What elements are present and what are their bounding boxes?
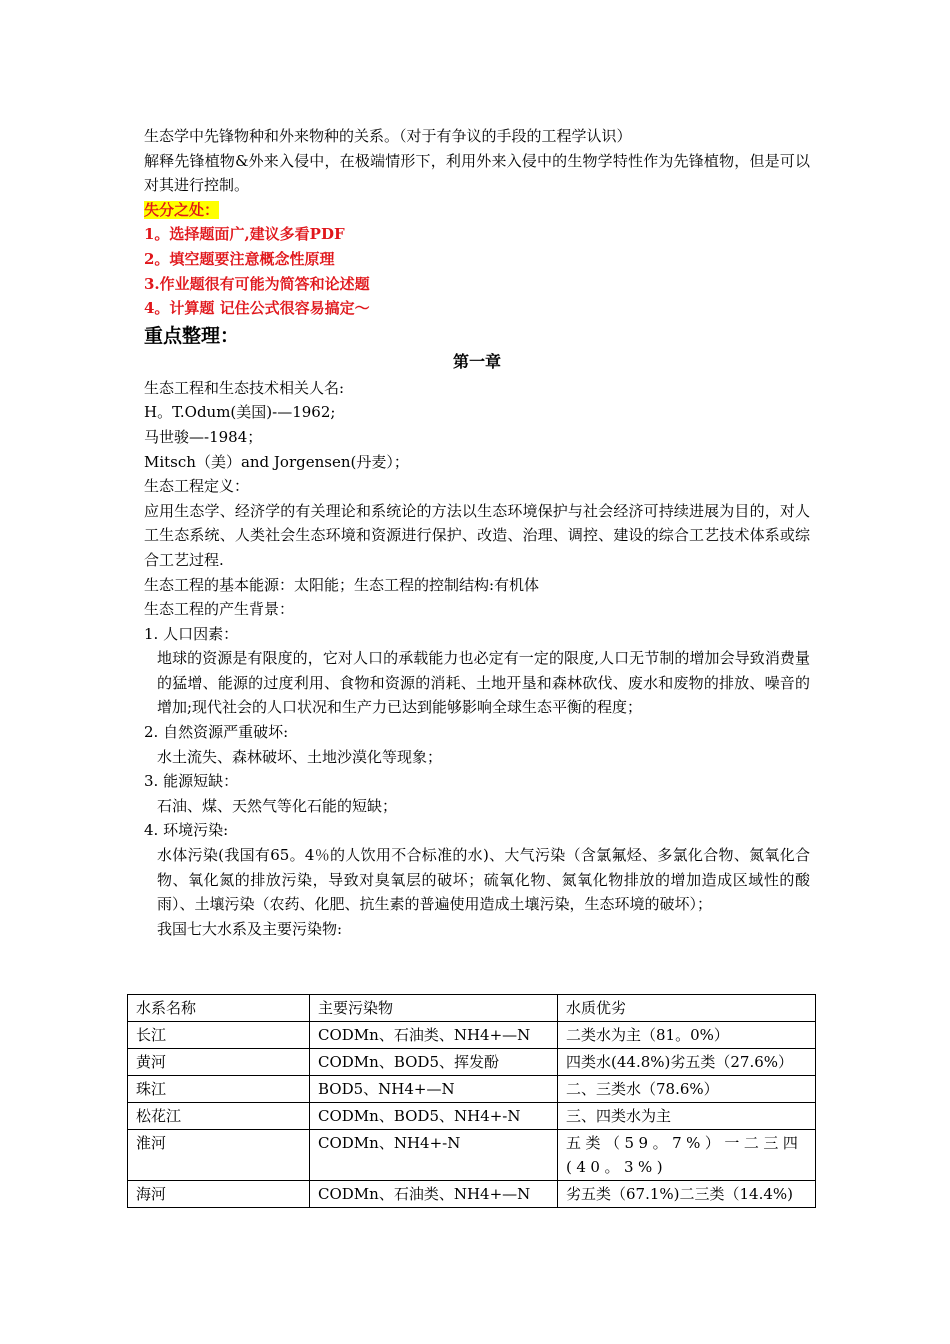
header-cell: 水质优劣 <box>558 995 816 1022</box>
definition-text: 应用生态学、经济学的有关理论和系统论的方法以生态环境保护与社会经济可持续进展为目的，对人工生态系统、人类社会生态环境和资源进行保护、改造、治理、调控、建设的综合工艺技术体系或综合工艺过程. <box>144 501 810 569</box>
table-cell: CODMn、BOD5、NH4+-N <box>310 1103 558 1130</box>
table-cell: 三、四类水为主 <box>558 1103 816 1130</box>
water-systems-table <box>127 994 816 1208</box>
table-cell: 四类水(44.8%)劣五类（27.6%） <box>558 1049 816 1076</box>
people-item-3: Mitsch（美）and Jorgensen(丹麦）； <box>144 452 409 471</box>
table-row <box>128 1181 816 1208</box>
table-cell: 珠江 <box>128 1076 310 1103</box>
background-item-2-text: 水土流失、森林破坏、土地沙漠化等现象； <box>157 747 443 766</box>
table-row <box>128 1130 816 1181</box>
table-cell: CODMn、BOD5、挥发酚 <box>310 1049 558 1076</box>
table-cell: 黄河 <box>128 1049 310 1076</box>
table-row <box>128 1049 816 1076</box>
intro-line-2: 解释先锋植物&外来入侵中，在极端情形下，利用外来入侵中的生物学特性作为先锋植物，但是可以对其进行控制。 <box>144 151 810 195</box>
table-cell: 长江 <box>128 1022 310 1049</box>
definition-heading: 生态工程定义： <box>144 477 250 496</box>
table-row <box>128 1103 816 1130</box>
table-cell: 五类（59。7%）一二三四(40。3%) <box>558 1130 816 1181</box>
document-body <box>144 124 810 941</box>
table-cell: 淮河 <box>128 1130 310 1181</box>
tip-item-3: 3.作业题很有可能为简答和论述题 <box>144 274 370 293</box>
intro-line-1: 生态学中先锋物种和外来物种的关系。（对于有争议的手段的工程学认识） <box>144 127 632 145</box>
table-cell: BOD5、NH4+—N <box>310 1076 558 1103</box>
table-cell: 松花江 <box>128 1103 310 1130</box>
background-item-4-title: 4. 环境污染: <box>144 821 229 840</box>
table-cell: 海河 <box>128 1181 310 1208</box>
background-item-1-title: 1. 人口因素： <box>144 624 239 643</box>
background-item-3-text: 石油、煤、天然气等化石能的短缺； <box>157 796 398 815</box>
tips-heading-highlight: 失分之处： <box>144 200 220 219</box>
people-item-1: H。T.Odum(美国)-—1962; <box>144 403 336 422</box>
header-cell: 水系名称 <box>128 995 310 1022</box>
people-heading: 生态工程和生态技术相关人名: <box>144 378 345 397</box>
table-cell: 劣五类（67.1%)二三类（14.4%) <box>558 1181 816 1208</box>
table-cell: 二类水为主（81。0%） <box>558 1022 816 1049</box>
table-cell: CODMn、NH4+-N <box>310 1130 558 1181</box>
table-cell: CODMn、石油类、NH4+—N <box>310 1022 558 1049</box>
table-header-row <box>128 995 816 1022</box>
table-row <box>128 1076 816 1103</box>
people-item-2: 马世骏—-1984； <box>144 427 263 446</box>
table-row <box>128 1022 816 1049</box>
background-heading: 生态工程的产生背景： <box>144 600 295 619</box>
background-item-1-text: 地球的资源是有限度的，它对人口的承载能力也必定有一定的限度,人口无节制的增加会导致消费量的猛增、能源的过度利用、食物和资源的消耗、土地开垦和森林砍伐、废水和废物的排放、噪音的增加;现代社会的人口状况和生产力已达到能够影响全球生态平衡的程度； <box>157 649 810 717</box>
header-cell: 主要污染物 <box>310 995 558 1022</box>
tips-heading <box>144 198 810 223</box>
background-item-4-text: 水体污染(我国有65。4％的人饮用不合标准的水)、大气污染（含氯氟烃、多氯化合物、氮氧化合物、氧化氮的排放污染，导致对臭氧层的破坏；硫氧化物、氮氧化物排放的增加造成区域性的酸雨）、土壤污染（农药、化肥、抗生素的普遍使用造成土壤污染，生态环境的破坏）； <box>157 846 810 914</box>
section-title: 重点整理： <box>144 324 240 347</box>
table-caption: 我国七大水系及主要污染物: <box>157 919 343 938</box>
chapter-title: 第一章 <box>452 351 501 371</box>
table-cell: CODMn、石油类、NH4+—N <box>310 1181 558 1208</box>
table-cell: 二、三类水（78.6%） <box>558 1076 816 1103</box>
tip-item-1: 1。选择题面广,建议多看PDF <box>144 225 345 244</box>
background-item-2-title: 2. 自然资源严重破坏: <box>144 723 289 742</box>
energy-line: 生态工程的基本能源：太阳能；生态工程的控制结构:有机体 <box>144 575 540 594</box>
background-item-3-title: 3. 能源短缺： <box>144 772 239 791</box>
tip-item-4: 4。计算题 记住公式很容易搞定～ <box>144 299 370 318</box>
tip-item-2: 2。填空题要注意概念性原理 <box>144 249 335 268</box>
